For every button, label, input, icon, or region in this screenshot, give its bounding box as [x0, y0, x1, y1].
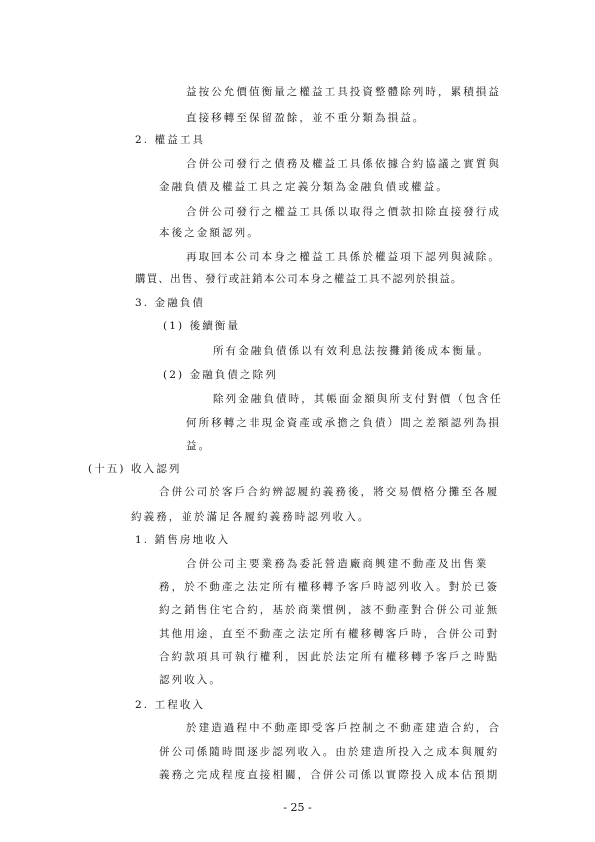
- section-heading: 3. 金融負債: [135, 297, 206, 309]
- text-line: 合併公司主要業務為委託營造廠商興建不動產及出售業: [186, 558, 489, 570]
- text-line: 約之銷售住宅合約，基於商業慣例，該不動產對合併公司並無: [159, 604, 500, 616]
- text-line: 益。: [186, 440, 212, 452]
- text-line: 合併公司於客戶合約辨認履約義務後，將交易價格分攤至各履: [159, 486, 500, 498]
- text-line: 於建造過程中不動產即受客戶控制之不動產建造合約，合: [186, 722, 501, 734]
- subsection-heading: (2) 金融負債之除列: [163, 369, 278, 381]
- text-line: 再取回本公司本身之權益工具係於權益項下認列與減除。: [186, 251, 501, 263]
- section-heading: (十五) 收入認列: [88, 463, 182, 475]
- section-heading: 2. 權益工具: [135, 134, 206, 146]
- text-line: 本後之金額認列。: [159, 227, 260, 239]
- text-line: 購買、出售、發行或註銷本公司本身之權益工具不認列於損益。: [135, 273, 463, 285]
- section-heading: 2. 工程收入: [135, 699, 206, 711]
- text-line: 所有金融負債係以有效利息法按攤銷後成本衡量。: [213, 345, 491, 357]
- text-line: 益按公允價值衡量之權益工具投資整體除列時，累積損益: [186, 86, 501, 98]
- text-line: 合併公司發行之債務及權益工具係依據合約協議之實質與: [186, 158, 501, 170]
- text-line: 義務之完成程度直接相關，合併公司係以實際投入成本估預期: [159, 769, 500, 781]
- text-line: 除列金融負債時，其帳面金額與所支付對價（包含任: [213, 393, 503, 405]
- text-line: 何所移轉之非現金資產或承擔之負債）間之差額認列為損: [186, 417, 501, 429]
- text-line: 直接移轉至保留盈餘，並不重分類為損益。: [186, 112, 426, 124]
- page-number: - 25 -: [283, 801, 312, 814]
- text-line: 併公司係隨時間逐步認列收入。由於建造所投入之成本與履約: [159, 746, 500, 758]
- text-line: 認列收入。: [159, 674, 222, 686]
- text-line: 其他用途，直至不動產之法定所有權移轉客戶時，合併公司對: [159, 628, 500, 640]
- text-line: 約義務，並於滿足各履約義務時認列收入。: [131, 511, 371, 523]
- text-line: 合併公司發行之權益工具係以取得之價款扣除直接發行成: [186, 206, 501, 218]
- text-line: 務，於不動產之法定所有權移轉予客戶時認列收入。對於已簽: [159, 581, 500, 593]
- section-heading: 1. 銷售房地收入: [135, 534, 231, 546]
- subsection-heading: (1) 後續衡量: [163, 320, 241, 332]
- text-line: 金融負債及權益工具之定義分類為金融負債或權益。: [159, 181, 449, 193]
- text-line: 合約款項具可執行權利，因此於法定所有權移轉予客戶之時點: [159, 651, 500, 663]
